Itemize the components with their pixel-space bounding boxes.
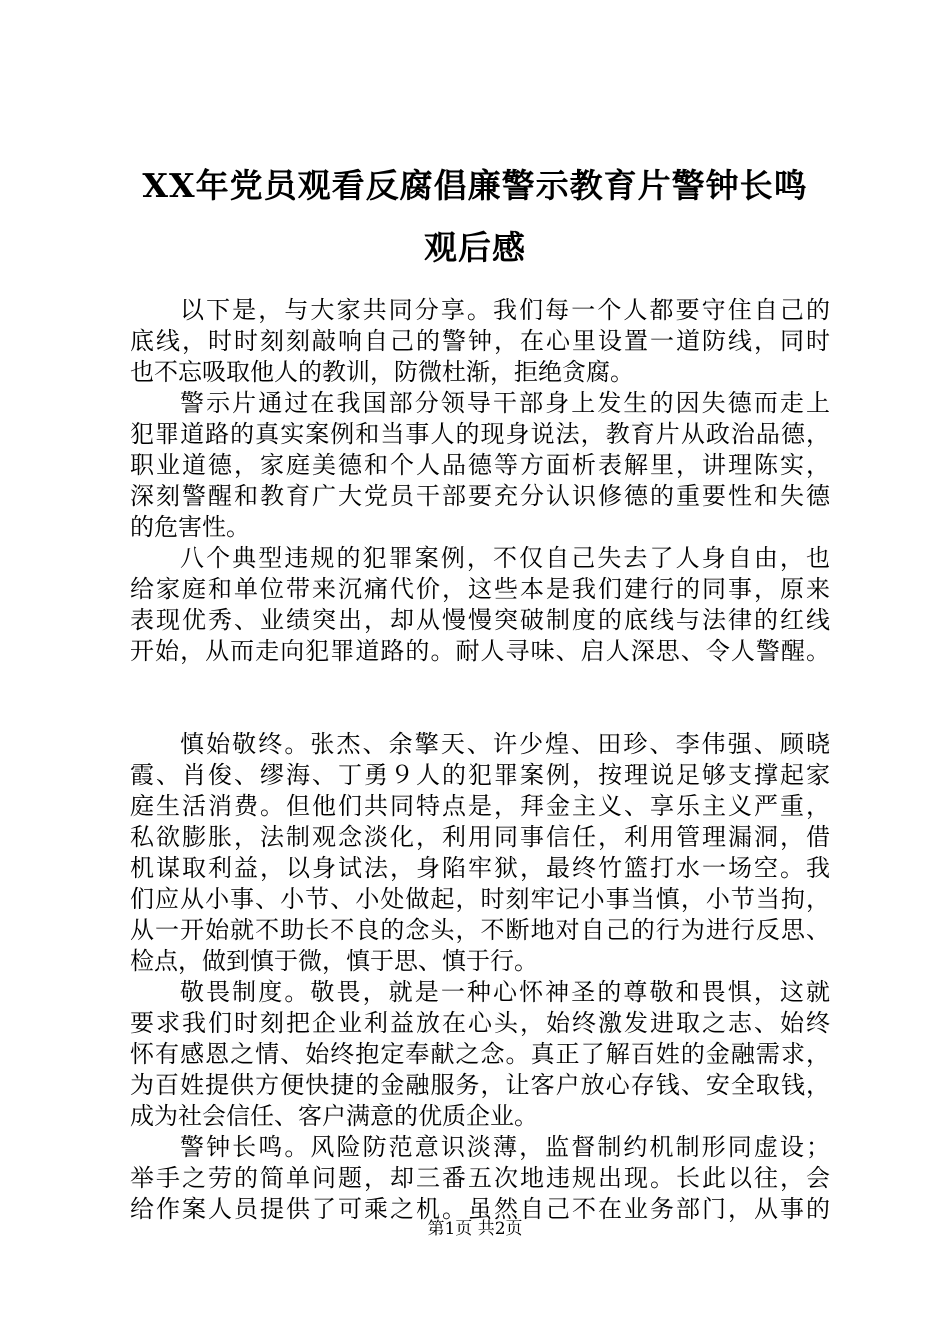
text-line: 开始，从而走向犯罪道路的。耐人寻味、启人深思、令人警醒。 (130, 637, 830, 665)
text-line: 机谋取利益，以身试法，身陷牢狱，最终竹篮打水一场空。我 (130, 854, 830, 882)
text-line: 从一开始就不助长不良的念头，不断地对自己的行为进行反思、 (130, 916, 830, 944)
paragraph (130, 977, 830, 1132)
text-line: 的危害性。 (130, 513, 250, 541)
text-line: 怀有感恩之情、始终抱定奉献之念。真正了解百姓的金融需求， (130, 1040, 830, 1068)
paragraph (130, 295, 830, 388)
text-line: 给家庭和单位带来沉痛代价，这些本是我们建行的同事，原来 (130, 575, 830, 603)
text-line: 犯罪道路的真实案例和当事人的现身说法，教育片从政治品德， (130, 420, 830, 448)
text-line: 表现优秀、业绩突出，却从慢慢突破制度的底线与法律的红线 (130, 606, 830, 634)
text-line: 以下是，与大家共同分享。我们每一个人都要守住自己的 (180, 296, 830, 324)
text-line: 职业道德，家庭美德和个人品德等方面析表解里，讲理陈实， (130, 451, 830, 479)
text-line: 深刻警醒和教育广大党员干部要充分认识修德的重要性和失德 (130, 482, 830, 510)
text-line: 私欲膨胀，法制观念淡化，利用同事信任，利用管理漏洞，借 (130, 823, 830, 851)
text-line: 检点，做到慎于微，慎于思、慎于行。 (130, 947, 538, 975)
document-title-line2: 观后感 (424, 228, 526, 267)
text-line: 庭生活消费。但他们共同特点是，拜金主义、享乐主义严重， (130, 792, 830, 820)
text-line: 要求我们时刻把企业利益放在心头，始终激发进取之志、始终 (130, 1009, 830, 1037)
text-line: 八个典型违规的犯罪案例，不仅自己失去了人身自由，也 (180, 544, 830, 572)
document-body (130, 295, 830, 1225)
paragraph-gap (130, 667, 830, 729)
text-line: 为百姓提供方便快捷的金融服务，让客户放心存钱、安全取钱， (130, 1071, 830, 1099)
text-line: 也不忘吸取他人的教训，防微杜渐，拒绝贪腐。 (130, 358, 634, 386)
text-line: 们应从小事、小节、小处做起，时刻牢记小事当慎，小节当拘， (130, 885, 830, 913)
paragraph (130, 729, 830, 977)
page-number-footer: 第1页 共2页 (427, 1219, 523, 1239)
paragraph (130, 388, 830, 543)
document-title-line1: XX年党员观看反腐倡廉警示教育片警钟长鸣 (142, 166, 808, 205)
text-line: 底线，时时刻刻敲响自己的警钟，在心里设置一道防线，同时 (130, 327, 830, 355)
text-line: 慎始敬终。张杰、余擎天、许少煌、田珍、李伟强、顾晓 (180, 730, 830, 758)
text-line: 霞、肖俊、缪海、丁勇９人的犯罪案例，按理说足够支撑起家 (130, 761, 830, 789)
text-line: 举手之劳的简单问题，却三番五次地违规出现。长此以往，会 (130, 1164, 830, 1192)
text-line: 敬畏制度。敬畏，就是一种心怀神圣的尊敬和畏惧，这就 (180, 978, 830, 1006)
text-line: 给作案人员提供了可乘之机。虽然自己不在业务部门，从事的 (130, 1195, 830, 1223)
text-line: 成为社会信任、客户满意的优质企业。 (130, 1102, 538, 1130)
paragraph (130, 543, 830, 667)
text-line: 警示片通过在我国部分领导干部身上发生的因失德而走上 (180, 389, 830, 417)
text-line: 警钟长鸣。风险防范意识淡薄，监督制约机制形同虚设； (180, 1133, 830, 1161)
paragraph (130, 1132, 830, 1225)
